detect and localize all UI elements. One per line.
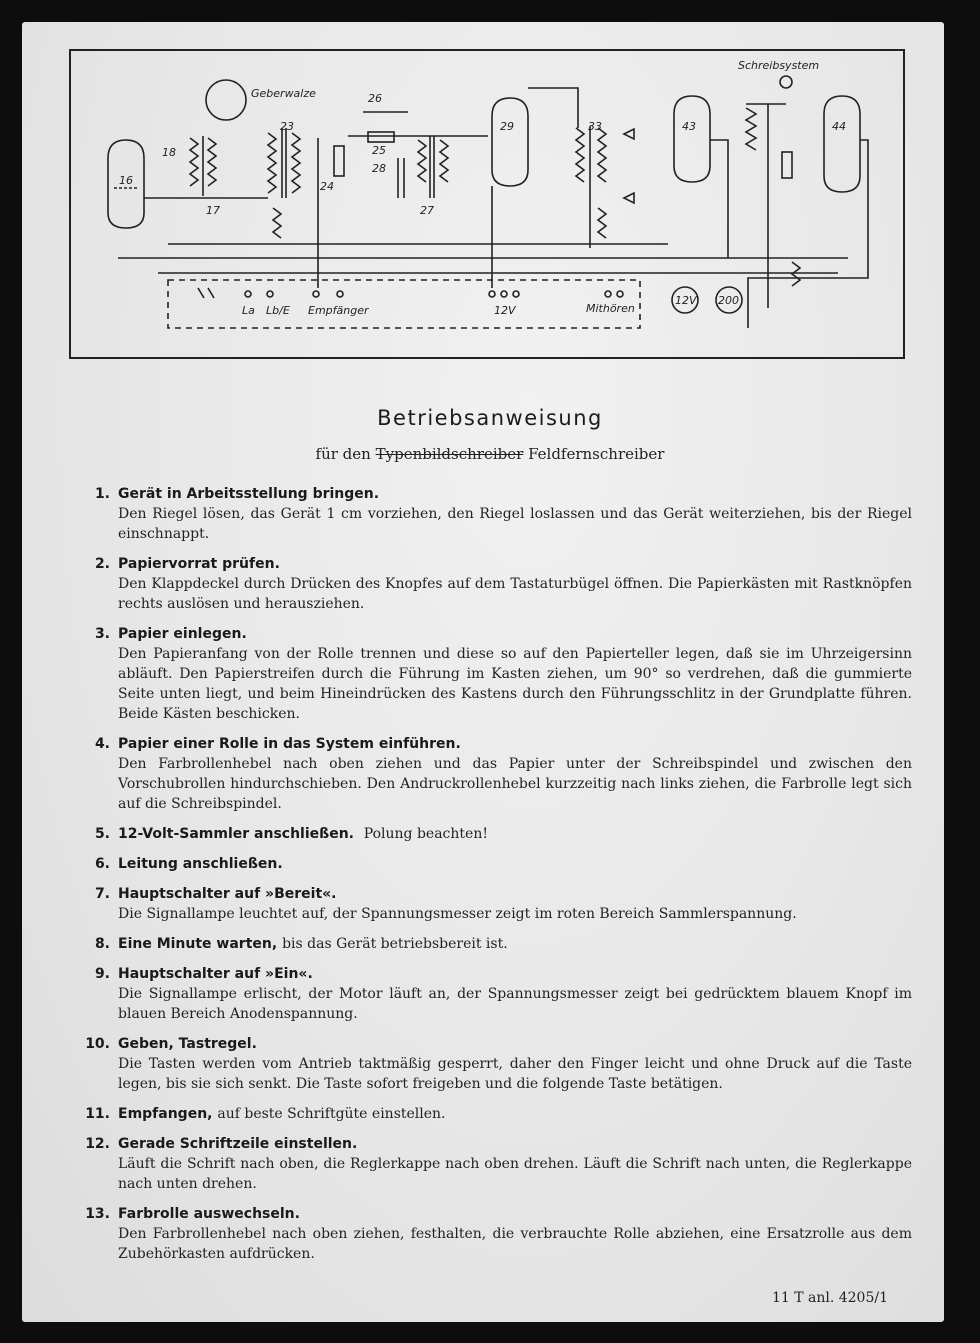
step-number: 1. <box>94 486 110 502</box>
step-inline-text: auf beste Schriftgüte einstellen. <box>217 1106 446 1122</box>
label-meter-200: 200 <box>718 294 739 307</box>
label-28: 28 <box>372 162 386 175</box>
step-number: 13. <box>85 1206 110 1222</box>
step-heading <box>118 934 912 954</box>
label-16: 16 <box>119 174 133 187</box>
label-24: 24 <box>320 180 334 193</box>
instruction-step <box>72 854 912 874</box>
label-meter-12v: 12V <box>675 294 697 307</box>
step-inline-text: Polung beachten! <box>363 826 488 842</box>
instruction-step <box>72 734 912 814</box>
label-23: 23 <box>280 120 294 133</box>
instruction-step <box>72 824 912 844</box>
step-number: 6. <box>94 856 110 872</box>
step-inline-text: bis das Gerät betriebsbereit ist. <box>282 936 508 952</box>
step-body: Die Signallampe leuchtet auf, der Spannungsmesser zeigt im roten Bereich Sammlerspannung. <box>118 906 797 922</box>
instruction-step <box>72 624 912 724</box>
instruction-list <box>72 484 912 1274</box>
label-mithoeren: Mithören <box>586 302 635 315</box>
step-heading-text: 12-Volt-Sammler anschließen. <box>118 826 354 842</box>
label-27: 27 <box>420 204 434 217</box>
instruction-step <box>72 554 912 614</box>
step-heading: Papier einer Rolle in das System einführen. <box>118 736 461 752</box>
step-body: Die Tasten werden vom Antrieb taktmäßig gesperrt, daher den Finger leicht und ohne Druck auf die Taste legen, bis sie sich senkt. Die Taste sofort freigeben und die folgende Taste betätigen. <box>118 1056 912 1092</box>
instruction-step <box>72 484 912 544</box>
label-lbe: Lb/E <box>266 304 290 317</box>
step-heading: Hauptschalter auf »Ein«. <box>118 966 313 982</box>
step-heading <box>118 824 912 844</box>
instruction-step <box>72 1134 912 1194</box>
instruction-step <box>72 1034 912 1094</box>
label-26: 26 <box>368 92 382 105</box>
circuit-diagram <box>68 48 906 360</box>
label-18: 18 <box>162 146 176 159</box>
label-29: 29 <box>500 120 514 133</box>
step-number: 2. <box>94 556 110 572</box>
label-44: 44 <box>832 120 846 133</box>
step-body: Den Klappdeckel durch Drücken des Knopfes auf dem Tastaturbügel öffnen. Die Papierkästen mit Rastknöpfen rechts auslösen und herausziehen. <box>118 576 912 612</box>
step-heading: Gerade Schriftzeile einstellen. <box>118 1136 358 1152</box>
label-17: 17 <box>206 204 220 217</box>
step-body: Den Farbrollenhebel nach oben ziehen, festhalten, die verbrauchte Rolle abziehen, eine Ersatzrolle aus dem Zubehörkasten aufdrücken. <box>118 1226 912 1262</box>
label-geberwalze: Geberwalze <box>251 87 316 100</box>
step-heading-text: Eine Minute warten, <box>118 936 278 952</box>
step-number: 8. <box>94 936 110 952</box>
label-12v-terminal: 12V <box>494 304 516 317</box>
step-number: 10. <box>85 1036 110 1052</box>
instruction-step <box>72 964 912 1024</box>
step-number: 11. <box>85 1106 110 1122</box>
subtitle-suffix: Feldfernschreiber <box>528 445 665 463</box>
step-number: 3. <box>94 626 110 642</box>
instruction-step <box>72 934 912 954</box>
step-heading: Farbrolle auswechseln. <box>118 1206 300 1222</box>
instruction-step <box>72 884 912 924</box>
label-schreibsystem: Schreibsystem <box>738 59 820 72</box>
step-number: 9. <box>94 966 110 982</box>
step-heading <box>118 1104 912 1124</box>
step-body: Den Riegel lösen, das Gerät 1 cm vorziehen, den Riegel loslassen und das Gerät weiterziehen, bis der Riegel einschnappt. <box>118 506 912 542</box>
instruction-step <box>72 1204 912 1264</box>
instruction-step <box>72 1104 912 1124</box>
step-body: Den Farbrollenhebel nach oben ziehen und das Papier unter der Schreibspindel und zwischen den Vorschubrollen hindurchschieben. Den Andruckrollenhebel kurzzeitig nach links ziehen, die Farbrolle legt sich auf die Schreibspindel. <box>118 756 912 812</box>
label-la: La <box>242 304 255 317</box>
step-heading: Hauptschalter auf »Bereit«. <box>118 886 337 902</box>
step-number: 4. <box>94 736 110 752</box>
step-heading: Papiervorrat prüfen. <box>118 556 280 572</box>
label-25: 25 <box>372 144 386 157</box>
step-body: Den Papieranfang von der Rolle trennen und diese so auf den Papierteller legen, daß sie im Uhrzeigersinn abläuft. Den Papierstreifen durch die Führung im Kasten ziehen, um 90° so verdrehen, daß die gummierte Seite unten liegt, und beim Hineindrücken des Kastens durch den Führungsschlitz in der Grundplatte führen. Beide Kästen beschicken. <box>118 646 912 722</box>
step-body: Läuft die Schrift nach oben, die Reglerkappe nach oben drehen. Läuft die Schrift nach unten, die Reglerkappe nach unten drehen. <box>118 1156 912 1192</box>
step-number: 7. <box>94 886 110 902</box>
circuit-schematic <box>68 48 906 360</box>
step-number: 12. <box>85 1136 110 1152</box>
page-title: Betriebsanweisung <box>377 406 603 430</box>
step-heading: Leitung anschließen. <box>118 856 283 872</box>
step-heading: Geben, Tastregel. <box>118 1036 257 1052</box>
subtitle-struck-text: Typenbildschreiber <box>375 445 524 463</box>
page-subtitle <box>0 445 980 463</box>
document-reference: 11 T anl. 4205/1 <box>771 1290 888 1306</box>
step-body: Die Signallampe erlischt, der Motor läuft an, der Spannungsmesser zeigt bei gedrücktem blauem Knopf im blauen Bereich Anodenspannung. <box>118 986 912 1022</box>
label-43: 43 <box>682 120 696 133</box>
label-33: 33 <box>588 120 602 133</box>
step-heading: Gerät in Arbeitsstellung bringen. <box>118 486 380 502</box>
step-heading: Papier einlegen. <box>118 626 247 642</box>
step-heading-text: Empfangen, <box>118 1106 213 1122</box>
label-empfaenger: Empfänger <box>308 304 369 317</box>
subtitle-prefix: für den <box>315 445 371 463</box>
step-number: 5. <box>94 826 110 842</box>
